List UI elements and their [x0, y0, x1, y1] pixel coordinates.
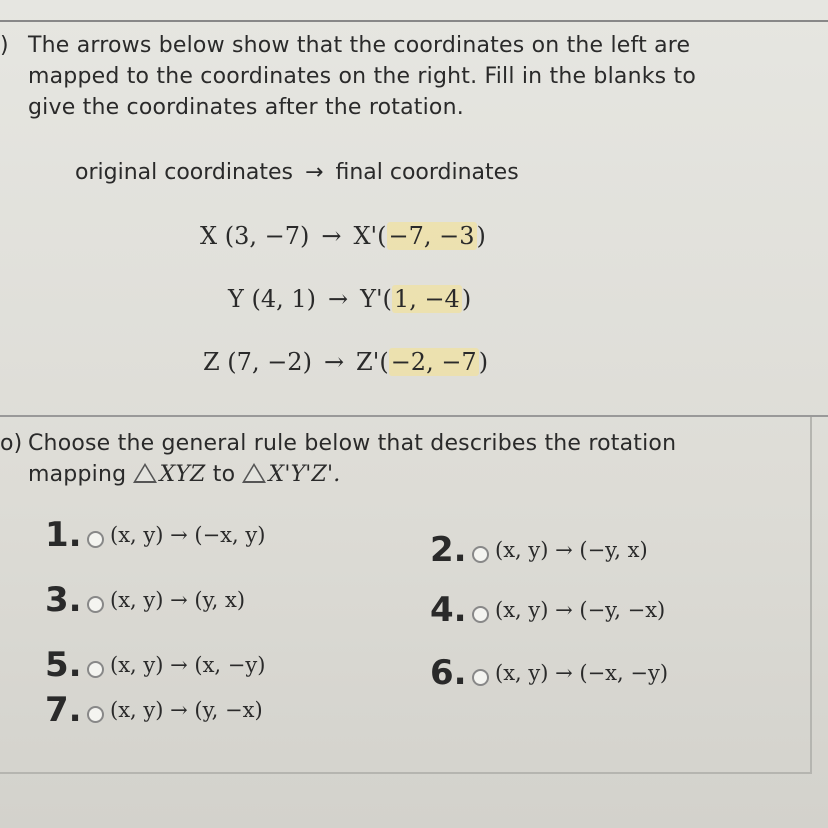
coordinate-row-x [200, 222, 486, 250]
part-b-label: o) [0, 431, 23, 456]
option-number: 4. [430, 590, 467, 630]
option-number: 5. [45, 645, 82, 685]
part-b-line-1: Choose the general rule below that describes the rotation [28, 431, 677, 456]
original-coordinate: Z (7, −2) [203, 348, 312, 376]
option-7[interactable] [45, 690, 263, 730]
option-rule: (x, y) → (x, −y) [110, 653, 266, 677]
option-rule: (x, y) → (−x, y) [110, 523, 266, 547]
triangle-icon [242, 463, 266, 483]
triangle-xyz-prime: X'Y'Z'. [268, 462, 341, 487]
part-b-prompt [0, 428, 810, 490]
section-divider [0, 415, 828, 417]
radio-button[interactable] [472, 546, 489, 563]
option-6[interactable] [430, 653, 668, 693]
option-number: 6. [430, 653, 467, 693]
option-5[interactable] [45, 645, 265, 685]
part-a-prompt [0, 30, 810, 123]
arrow-icon: → [323, 348, 345, 376]
part-a-line-1: The arrows below show that the coordinates on the left are [28, 33, 691, 58]
original-coordinate: X (3, −7) [200, 222, 310, 250]
coordinate-row-z [203, 348, 488, 376]
option-number: 3. [45, 580, 82, 620]
option-4[interactable] [430, 590, 665, 630]
option-2[interactable] [430, 530, 648, 570]
top-border [0, 20, 828, 22]
option-rule: (x, y) → (y, x) [110, 588, 246, 612]
arrow-icon: → [321, 222, 342, 250]
answer-blank-z[interactable]: −2, −7 [390, 348, 477, 376]
answer-blank-x[interactable]: −7, −3 [388, 222, 475, 250]
header-original: original coordinates [75, 160, 294, 185]
part-b-mapping-word: mapping [28, 462, 127, 487]
arrow-icon: → [328, 285, 349, 313]
coordinate-row-y [228, 285, 471, 313]
option-number: 1. [45, 515, 82, 555]
option-1[interactable] [45, 515, 265, 555]
part-b-to-word: to [212, 462, 236, 487]
answer-blank-y[interactable]: 1, −4 [393, 285, 460, 313]
bottom-border [0, 772, 810, 774]
radio-button[interactable] [472, 669, 489, 686]
option-rule: (x, y) → (−y, x) [495, 538, 648, 562]
option-rule: (x, y) → (−x, −y) [495, 661, 669, 685]
part-a-line-3: give the coordinates after the rotation. [28, 95, 464, 120]
option-rule: (x, y) → (−y, −x) [495, 598, 666, 622]
radio-button[interactable] [87, 596, 104, 613]
option-number: 2. [430, 530, 467, 570]
arrow-icon: → [305, 160, 324, 185]
radio-button[interactable] [87, 706, 104, 723]
option-number: 7. [45, 690, 82, 730]
final-suffix: ) [461, 285, 472, 313]
triangle-xyz: XYZ [159, 462, 206, 487]
final-prefix: Y'( [360, 285, 392, 313]
part-a-line-2: mapped to the coordinates on the right. Fill in the blanks to [28, 64, 696, 89]
final-prefix: Z'( [356, 348, 389, 376]
triangle-icon [133, 463, 157, 483]
part-a-label: ) [0, 33, 9, 58]
header-final: final coordinates [335, 160, 519, 185]
final-suffix: ) [476, 222, 486, 250]
original-coordinate: Y (4, 1) [228, 285, 316, 313]
right-border [810, 417, 812, 774]
option-3[interactable] [45, 580, 245, 620]
radio-button[interactable] [472, 606, 489, 623]
coordinate-headers [75, 160, 519, 185]
final-prefix: X'( [353, 222, 387, 250]
radio-button[interactable] [87, 531, 104, 548]
option-rule: (x, y) → (y, −x) [110, 698, 263, 722]
final-suffix: ) [478, 348, 489, 376]
radio-button[interactable] [87, 661, 104, 678]
